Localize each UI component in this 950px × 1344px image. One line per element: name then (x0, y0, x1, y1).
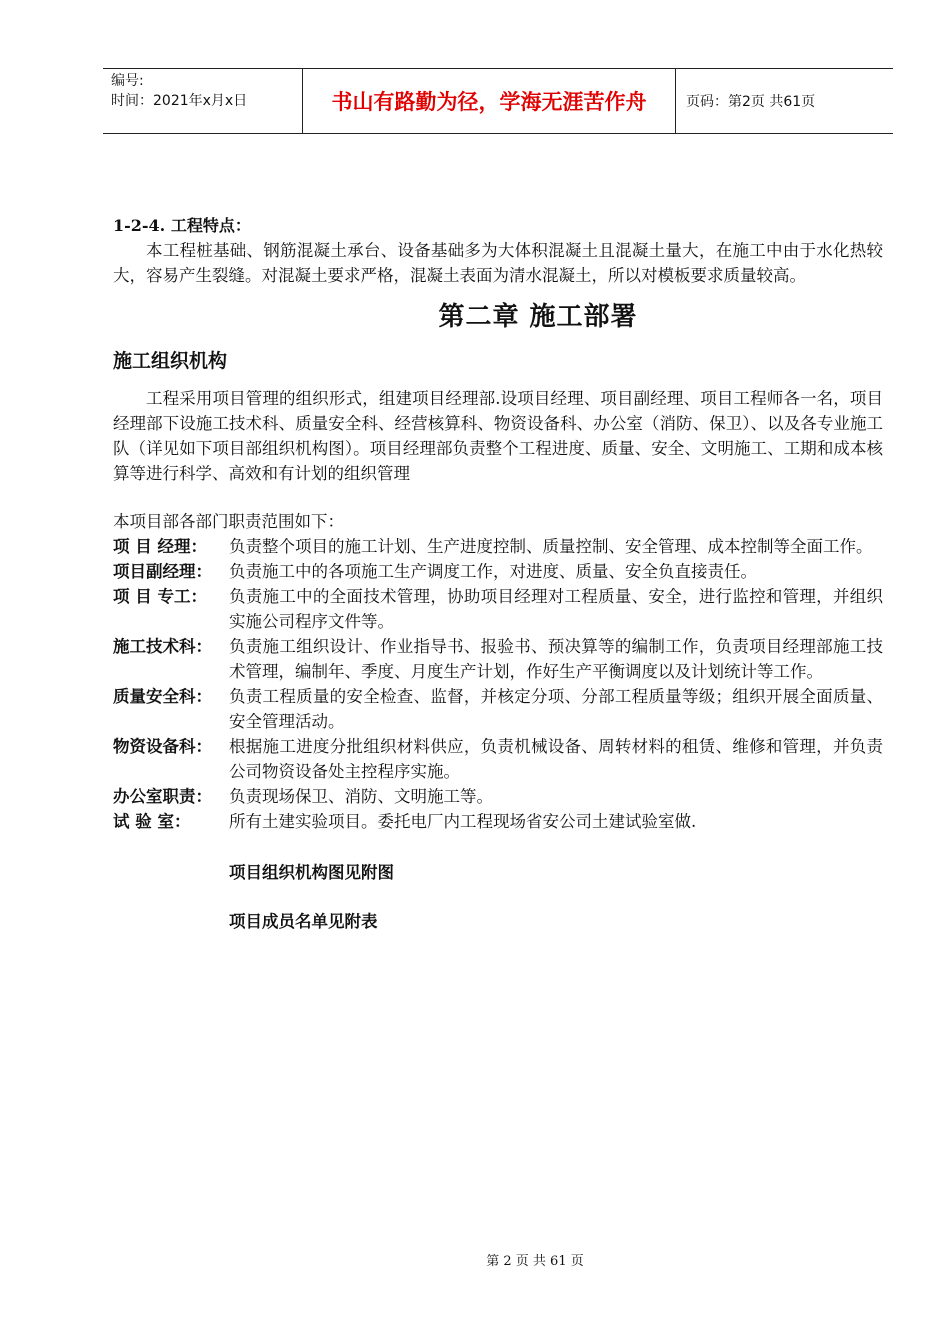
duty-item (113, 734, 883, 784)
page-footer: 第 2 页 共 61 页 (486, 1254, 584, 1269)
duty-label: 项目副经理： (113, 562, 212, 581)
duty-item (113, 634, 883, 684)
duty-item (113, 584, 883, 634)
appendix-list-note: 项目成员名单见附表 (229, 912, 378, 931)
duty-item (113, 559, 883, 584)
section-title: 1-2-4. 工程特点： (113, 216, 251, 235)
duty-text: 根据施工进度分批组织材料供应，负责机械设备、周转材料的租赁、维修和管理，并负责公司物资设备处主控程序实施。 (229, 737, 883, 781)
duty-item (113, 534, 883, 559)
duty-text: 所有土建实验项目。委托电厂内工程现场省安公司土建试验室做. (229, 812, 697, 831)
duty-label: 施工技术科： (113, 637, 212, 656)
duty-label: 质量安全科： (113, 687, 212, 706)
duty-label: 办公室职责： (113, 787, 212, 806)
appendix-chart-note: 项目组织机构图见附图 (229, 863, 394, 882)
org-heading: 施工组织机构 (113, 350, 228, 372)
org-paragraph: 工程采用项目管理的组织形式，组建项目经理部.设项目经理、项目副经理、项目工程师各一名，项目经理部下设施工技术科、质量安全科、经营核算科、物资设备科、办公室（消防、保卫）、以及各专业施工队（详见如下项目部组织机构图）。项目经理部负责整个工程进度、质量、安全、文明施工、工期和成本核算等进行科学、高效和有计划的组织管理 (113, 389, 883, 483)
duty-text: 负责施工中的全面技术管理，协助项目经理对工程质量、安全，进行监控和管理，并组织实施公司程序文件等。 (229, 587, 883, 631)
duty-text: 负责施工中的各项施工生产调度工作，对进度、质量、安全负直接责任。 (229, 562, 757, 581)
document-body (113, 213, 883, 934)
duty-text: 负责现场保卫、消防、文明施工等。 (229, 787, 493, 806)
header-date-label: 时间：2021年x月x日 (111, 93, 248, 109)
header-meta (103, 69, 303, 133)
duty-text: 负责整个项目的施工计划、生产进度控制、质量控制、安全管理、成本控制等全面工作。 (229, 537, 873, 556)
duty-label: 项 目 经理： (113, 537, 207, 556)
header-number-label: 编号: (111, 73, 144, 89)
duty-item (113, 784, 883, 809)
duty-label: 物资设备科： (113, 737, 212, 756)
header-page-label: 页码：第2页 共61页 (686, 94, 816, 110)
duty-label: 试 验 室： (113, 812, 191, 831)
section-paragraph: 本工程桩基础、钢筋混凝土承台、设备基础多为大体积混凝土且混凝土量大，在施工中由于水化热较大，容易产生裂缝。对混凝土要求严格，混凝土表面为清水混凝土，所以对模板要求质量较高。 (113, 241, 883, 285)
duty-item (113, 809, 883, 834)
duty-item (113, 684, 883, 734)
header-motto: 书山有路勤为径，学海无涯苦作舟 (303, 69, 676, 133)
duty-label: 项 目 专工： (113, 587, 207, 606)
duty-text: 负责施工组织设计、作业指导书、报验书、预决算等的编制工作，负责项目经理部施工技术管理，编制年、季度、月度生产计划，作好生产平衡调度以及计划统计等工作。 (229, 637, 883, 681)
chapter-title: 第二章 施工部署 (438, 302, 638, 332)
page-header (103, 68, 893, 134)
duties-intro: 本项目部各部门职责范围如下： (113, 512, 344, 531)
duties-list (113, 534, 883, 834)
duty-text: 负责工程质量的安全检查、监督，并核定分项、分部工程质量等级；组织开展全面质量、安全管理活动。 (229, 687, 883, 731)
